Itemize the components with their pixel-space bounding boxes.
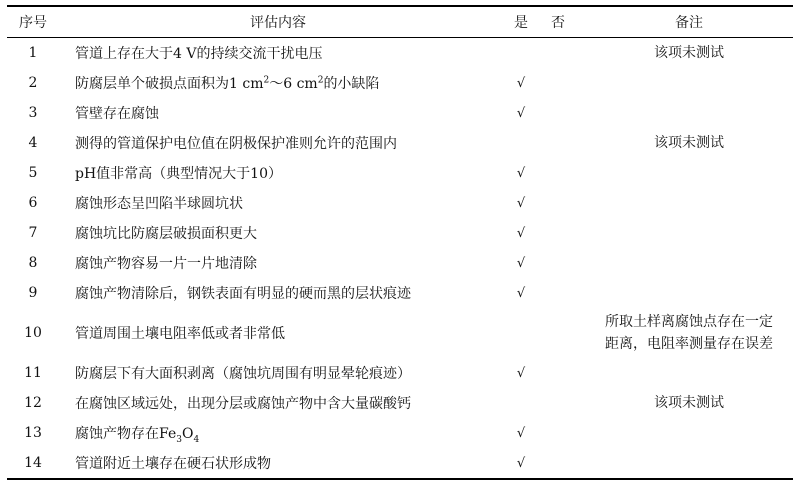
row-note [585,218,793,248]
row-number: 11 [24,365,42,381]
row-content: 管壁存在腐蚀 [75,106,159,122]
row-number: 5 [28,165,38,181]
row-number: 12 [24,395,42,411]
row-content: 管道周围土壤电阻率低或者非常低 [75,326,285,342]
row-content: 防腐层下有大面积剥离（腐蚀坑周围有明显晕轮痕迹） [75,366,411,382]
row-content: 腐蚀产物容易一片一片地清除 [75,256,257,272]
row-number: 9 [28,285,38,301]
note-line: 所取土样离腐蚀点存在一定 [605,314,773,330]
row-yes-mark [497,38,545,69]
row-content [59,418,497,448]
row-no-mark [545,358,585,388]
evaluation-table [7,5,793,480]
row-yes-mark: √ [516,105,526,121]
row-no-mark [545,98,585,128]
table-row [7,188,793,218]
row-note [585,188,793,218]
content-text: ～6 cm [269,76,318,92]
row-content: 腐蚀产物清除后，钢铁表面有明显的硬而黑的层状痕迹 [75,286,411,302]
table-row [7,98,793,128]
header-note: 备注 [675,15,703,31]
table-row [7,68,793,98]
row-note [585,418,793,448]
table-row [7,448,793,479]
row-number: 14 [24,455,42,471]
row-no-mark [545,38,585,69]
row-no-mark [545,308,585,358]
row-yes-mark: √ [516,225,526,241]
row-note [585,448,793,479]
row-note: 该项未测试 [654,395,724,411]
row-content: pH值非常高（典型情况大于10） [75,166,282,182]
row-number: 3 [28,105,38,121]
content-text: 防腐层单个破损点面积为1 cm [75,76,264,92]
header-num: 序号 [19,15,47,31]
content-text: O [181,426,194,442]
row-yes-mark: √ [516,255,526,271]
row-no-mark [545,248,585,278]
row-yes-mark: √ [516,365,526,381]
row-note [585,358,793,388]
row-number: 10 [24,325,42,341]
row-note [585,308,793,358]
row-no-mark [545,418,585,448]
row-yes-mark: √ [516,165,526,181]
superscript: 2 [317,75,324,86]
subscript: 3 [176,434,182,445]
row-content [59,68,497,98]
row-note [585,68,793,98]
row-content: 测得的管道保护电位值在阴极保护准则允许的范围内 [75,136,397,152]
row-no-mark [545,158,585,188]
row-no-mark [545,448,585,479]
table-row [7,158,793,188]
row-number: 7 [28,225,38,241]
row-content: 管道上存在大于4 V的持续交流干扰电压 [75,46,323,62]
table-row [7,388,793,418]
header-row [7,6,793,38]
row-content: 腐蚀形态呈凹陷半球圆坑状 [75,196,243,212]
header-no: 否 [551,15,565,31]
row-no-mark [545,128,585,158]
row-number: 1 [28,45,38,61]
row-yes-mark: √ [516,75,526,91]
row-yes-mark: √ [516,425,526,441]
row-note: 该项未测试 [654,135,724,151]
header-yes: 是 [514,15,528,31]
row-yes-mark: √ [516,285,526,301]
header-content: 评估内容 [250,15,306,31]
row-content: 管道附近土壤存在硬石状形成物 [75,456,271,472]
row-note [585,158,793,188]
row-note [585,248,793,278]
row-note [585,98,793,128]
table-row [7,278,793,308]
row-no-mark [545,278,585,308]
row-yes-mark [497,308,545,358]
content-text: 腐蚀产物存在Fe [75,426,177,442]
table-row [7,248,793,278]
row-number: 8 [28,255,38,271]
table-row [7,358,793,388]
row-content: 在腐蚀区域远处，出现分层或腐蚀产物中含大量碳酸钙 [75,396,411,412]
row-no-mark [545,388,585,418]
row-no-mark [545,218,585,248]
row-note: 该项未测试 [654,45,724,61]
table-row [7,218,793,248]
row-yes-mark [497,128,545,158]
row-content: 腐蚀坑比防腐层破损面积更大 [75,226,257,242]
table-row [7,128,793,158]
table-row [7,418,793,448]
superscript: 2 [263,75,270,86]
note-line: 距离，电阻率测量存在误差 [605,336,773,352]
row-yes-mark [497,388,545,418]
row-number: 13 [24,425,42,441]
row-number: 4 [28,135,38,151]
table-row [7,308,793,358]
content-text: 的小缺陷 [323,76,380,92]
row-yes-mark: √ [516,195,526,211]
row-yes-mark: √ [516,455,526,471]
table-row [7,38,793,69]
row-number: 6 [28,195,38,211]
row-number: 2 [28,75,38,91]
row-no-mark [545,68,585,98]
subscript: 4 [193,434,200,445]
row-no-mark [545,188,585,218]
row-note [585,278,793,308]
